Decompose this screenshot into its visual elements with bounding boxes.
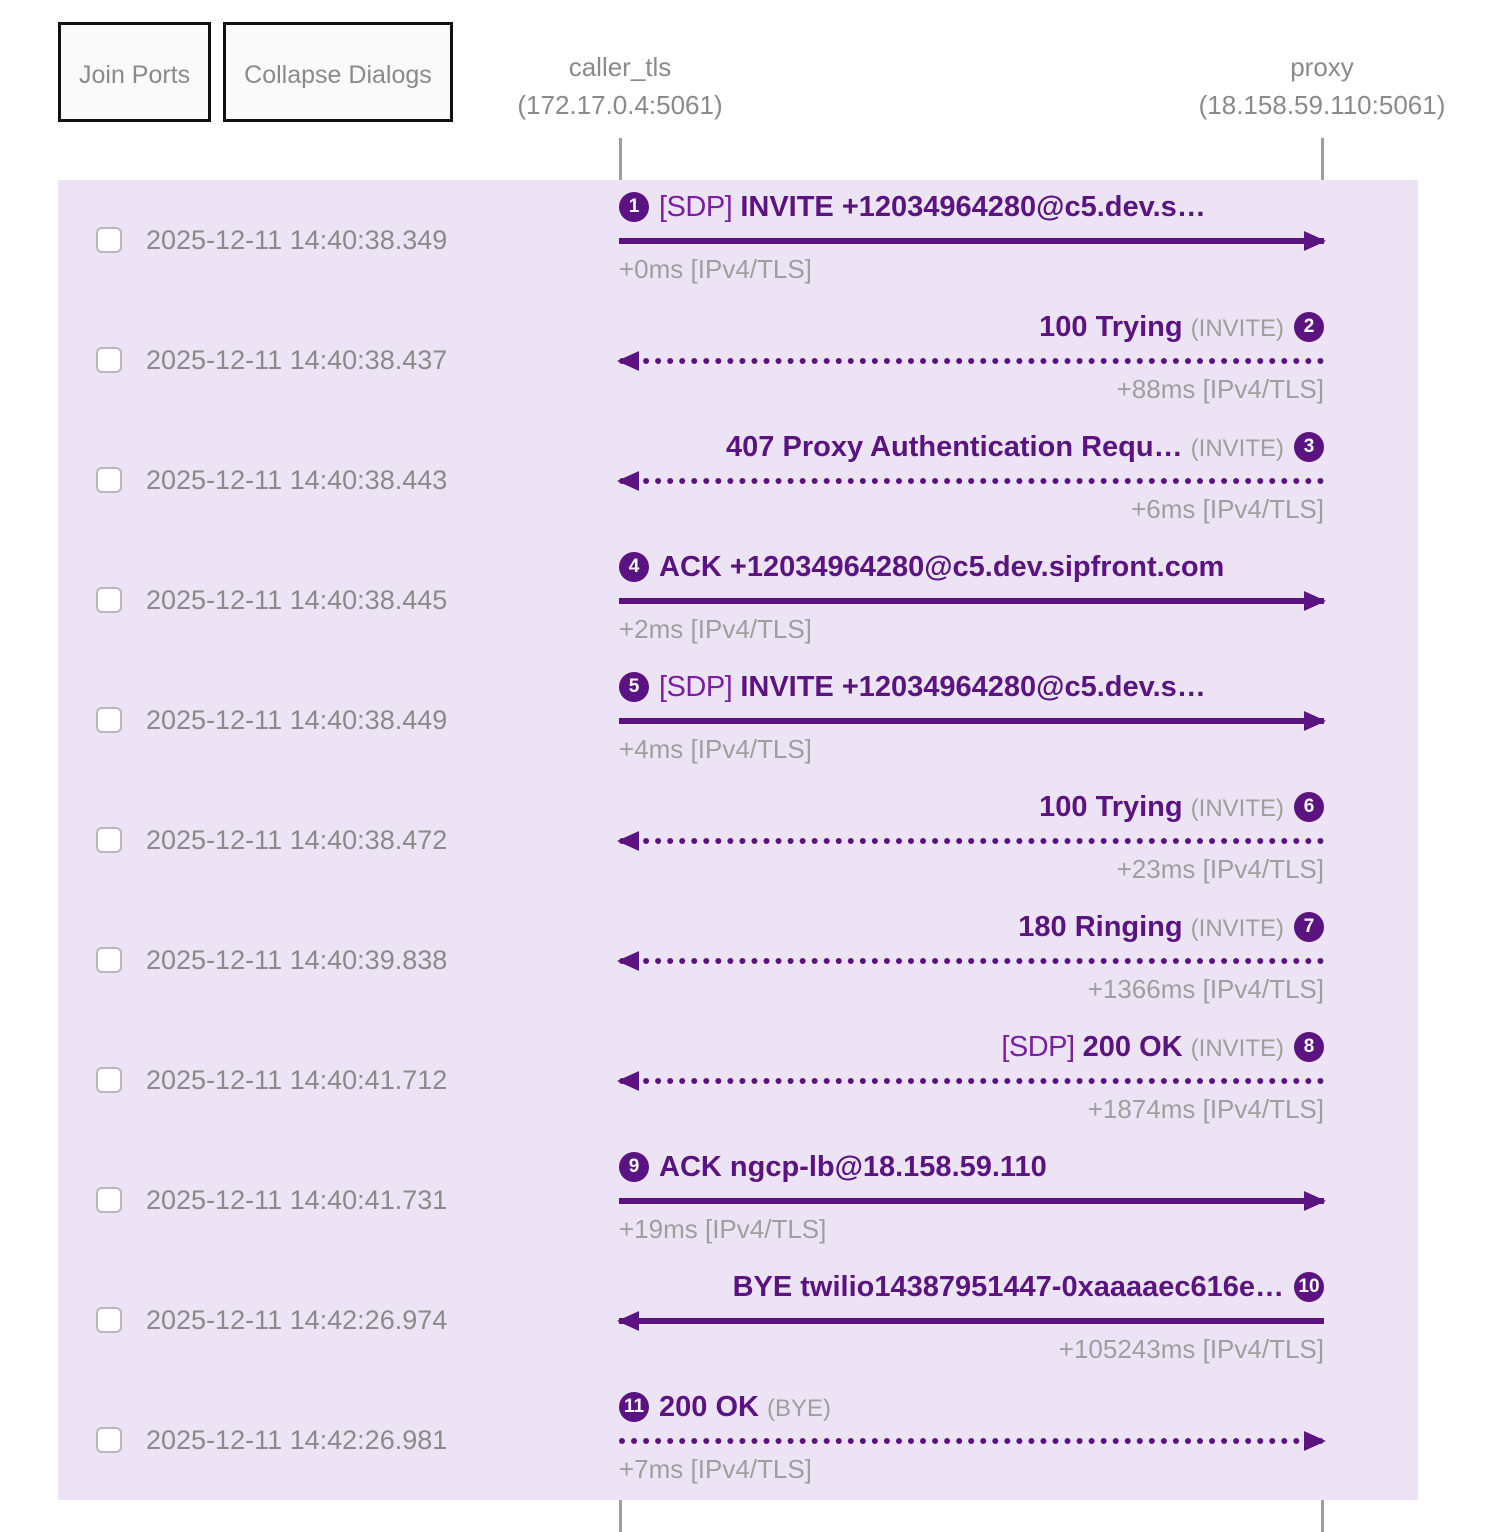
- message-arrow-area: [619, 900, 1324, 1020]
- message-label: [619, 1266, 1324, 1308]
- message-summary: ACK +12034964280@c5.dev.sipfront.com: [659, 550, 1225, 583]
- message-sequence-badge: 10: [1294, 1272, 1324, 1302]
- message-timestamp: 2025-12-11 14:42:26.981: [146, 1424, 448, 1455]
- message-summary: 200 OK: [659, 1390, 759, 1423]
- message-arrow-left: [619, 832, 1324, 850]
- message-method: (INVITE): [1190, 914, 1284, 942]
- message-arrow-head-icon: [617, 951, 639, 971]
- message-arrow-line: [619, 358, 1324, 364]
- message-arrow-line: [619, 1078, 1324, 1084]
- column-header-proxy: [1199, 48, 1446, 124]
- message-select-checkbox[interactable]: [96, 227, 122, 253]
- message-row[interactable]: [58, 780, 1418, 900]
- message-timing: +4ms [IPv4/TLS]: [619, 734, 812, 764]
- message-arrow-head-icon: [1304, 1431, 1326, 1451]
- message-timestamp: 2025-12-11 14:40:38.437: [146, 344, 448, 375]
- message-arrow-area: [619, 300, 1324, 420]
- message-timing: +0ms [IPv4/TLS]: [619, 254, 812, 284]
- message-select-checkbox[interactable]: [96, 587, 122, 613]
- message-text: [659, 551, 1224, 584]
- message-sdp-tag: [SDP]: [659, 670, 733, 703]
- message-text: [659, 1391, 831, 1424]
- message-select-checkbox[interactable]: [96, 707, 122, 733]
- message-sequence-badge: 11: [619, 1392, 649, 1422]
- message-arrow-line: [619, 598, 1324, 604]
- message-text: [659, 191, 1206, 224]
- message-label: [619, 1386, 1324, 1428]
- message-arrow-line: [619, 478, 1324, 484]
- message-timing: +1874ms [IPv4/TLS]: [1087, 1094, 1324, 1124]
- message-arrow-area: [619, 420, 1324, 540]
- message-arrow-left: [619, 952, 1324, 970]
- message-arrow-area: [619, 540, 1324, 660]
- message-sequence-badge: 8: [1294, 1032, 1324, 1062]
- message-select-checkbox[interactable]: [96, 1427, 122, 1453]
- message-text: [1039, 791, 1284, 824]
- message-arrow-right: [619, 1432, 1324, 1450]
- message-text: [659, 1151, 1047, 1184]
- column-header-proxy-address: (18.158.59.110:5061): [1198, 90, 1446, 120]
- message-text: [733, 1271, 1284, 1304]
- message-arrow-area: [619, 1260, 1324, 1380]
- message-select-checkbox[interactable]: [96, 947, 122, 973]
- message-row-meta: [58, 1260, 619, 1380]
- message-row-meta: [58, 1020, 619, 1140]
- message-sequence-badge: 5: [619, 672, 649, 702]
- message-method: (INVITE): [1190, 1034, 1284, 1062]
- message-sequence-badge: 3: [1294, 432, 1324, 462]
- message-arrow-head-icon: [617, 831, 639, 851]
- join-ports-button[interactable]: Join Ports: [58, 22, 211, 122]
- message-arrow-area: [619, 1140, 1324, 1260]
- message-row[interactable]: [58, 540, 1418, 660]
- message-row-meta: [58, 540, 619, 660]
- toolbar: [58, 22, 453, 122]
- message-timestamp: 2025-12-11 14:40:39.838: [146, 944, 448, 975]
- message-arrow-head-icon: [617, 1311, 639, 1331]
- message-select-checkbox[interactable]: [96, 347, 122, 373]
- message-method: (INVITE): [1190, 434, 1284, 462]
- message-row-meta: [58, 300, 619, 420]
- message-sdp-tag: [SDP]: [659, 190, 733, 223]
- message-label: [619, 426, 1324, 468]
- message-summary: 180 Ringing: [1018, 910, 1183, 943]
- message-summary: 100 Trying: [1039, 310, 1183, 343]
- message-arrow-head-icon: [1304, 711, 1326, 731]
- message-timestamp: 2025-12-11 14:40:41.712: [146, 1064, 448, 1095]
- message-arrow-area: [619, 180, 1324, 300]
- message-row[interactable]: [58, 420, 1418, 540]
- message-row-meta: [58, 420, 619, 540]
- message-arrow-head-icon: [1304, 231, 1326, 251]
- message-row[interactable]: [58, 1140, 1418, 1260]
- column-header-proxy-name: proxy: [1290, 52, 1354, 82]
- message-row-meta: [58, 660, 619, 780]
- message-summary: INVITE +12034964280@c5.dev.s…: [740, 190, 1206, 223]
- message-row[interactable]: [58, 1380, 1418, 1500]
- message-timing: +1366ms [IPv4/TLS]: [1087, 974, 1324, 1004]
- collapse-dialogs-button[interactable]: Collapse Dialogs: [223, 22, 453, 122]
- message-arrow-line: [619, 838, 1324, 844]
- message-arrow-left: [619, 1072, 1324, 1090]
- column-header-caller-address: (172.17.0.4:5061): [517, 90, 723, 120]
- message-timing: +6ms [IPv4/TLS]: [1131, 494, 1324, 524]
- message-arrow-line: [619, 958, 1324, 964]
- message-arrow-left: [619, 1312, 1324, 1330]
- message-arrow-area: [619, 1380, 1324, 1500]
- call-flow-panel: [58, 180, 1418, 1500]
- message-row-meta: [58, 180, 619, 300]
- message-method: (INVITE): [1190, 794, 1284, 822]
- message-arrow-right: [619, 712, 1324, 730]
- message-sequence-badge: 7: [1294, 912, 1324, 942]
- message-row[interactable]: [58, 900, 1418, 1020]
- message-sequence-badge: 2: [1294, 312, 1324, 342]
- message-arrow-right: [619, 232, 1324, 250]
- message-select-checkbox[interactable]: [96, 1187, 122, 1213]
- message-timestamp: 2025-12-11 14:40:38.445: [146, 584, 448, 615]
- message-summary: 200 OK: [1082, 1030, 1183, 1063]
- message-arrow-head-icon: [617, 1071, 639, 1091]
- message-arrow-line: [619, 718, 1324, 724]
- message-label: [619, 546, 1324, 588]
- message-arrow-head-icon: [1304, 1191, 1326, 1211]
- message-timestamp: 2025-12-11 14:42:26.974: [146, 1304, 448, 1335]
- message-timing: +7ms [IPv4/TLS]: [619, 1454, 812, 1484]
- message-method: (INVITE): [1190, 314, 1284, 342]
- message-row[interactable]: [58, 1020, 1418, 1140]
- message-text: [1001, 1031, 1284, 1064]
- message-row-meta: [58, 900, 619, 1020]
- message-label: [619, 906, 1324, 948]
- message-method: (BYE): [767, 1394, 832, 1422]
- message-arrow-head-icon: [617, 351, 639, 371]
- message-timestamp: 2025-12-11 14:40:38.443: [146, 464, 448, 495]
- message-timestamp: 2025-12-11 14:40:38.349: [146, 224, 448, 255]
- message-timing: +19ms [IPv4/TLS]: [619, 1214, 827, 1244]
- message-timing: +105243ms [IPv4/TLS]: [1058, 1334, 1324, 1364]
- column-header-caller-name: caller_tls: [568, 52, 672, 82]
- message-sequence-badge: 1: [619, 192, 649, 222]
- message-summary: INVITE +12034964280@c5.dev.s…: [740, 670, 1206, 703]
- column-header-caller: [517, 48, 722, 124]
- message-summary: ACK ngcp-lb@18.158.59.110: [659, 1150, 1047, 1183]
- message-sdp-tag: [SDP]: [1001, 1030, 1075, 1063]
- message-text: [659, 671, 1206, 704]
- message-arrow-right: [619, 592, 1324, 610]
- message-arrow-line: [619, 1438, 1324, 1444]
- message-arrow-line: [619, 238, 1324, 244]
- message-summary: 100 Trying: [1039, 790, 1183, 823]
- message-row[interactable]: [58, 660, 1418, 780]
- message-row-meta: [58, 1140, 619, 1260]
- message-select-checkbox[interactable]: [96, 1067, 122, 1093]
- message-timestamp: 2025-12-11 14:40:38.449: [146, 704, 448, 735]
- message-arrow-line: [619, 1318, 1324, 1324]
- message-timing: +23ms [IPv4/TLS]: [1116, 854, 1324, 884]
- message-summary: BYE twilio14387951447-0xaaaaec616e…: [732, 1270, 1284, 1303]
- message-select-checkbox[interactable]: [96, 1307, 122, 1333]
- message-text: [1039, 311, 1284, 344]
- message-sequence-badge: 4: [619, 552, 649, 582]
- message-sequence-badge: 9: [619, 1152, 649, 1182]
- message-timestamp: 2025-12-11 14:40:41.731: [146, 1184, 448, 1215]
- message-select-checkbox[interactable]: [96, 827, 122, 853]
- message-timing: +88ms [IPv4/TLS]: [1116, 374, 1324, 404]
- message-label: [619, 1146, 1324, 1188]
- message-row[interactable]: [58, 1260, 1418, 1380]
- message-timestamp: 2025-12-11 14:40:38.472: [146, 824, 448, 855]
- message-row[interactable]: [58, 300, 1418, 420]
- message-row-meta: [58, 780, 619, 900]
- message-text: [726, 431, 1284, 464]
- message-arrow-area: [619, 1020, 1324, 1140]
- message-arrow-line: [619, 1198, 1324, 1204]
- message-arrow-area: [619, 660, 1324, 780]
- message-arrow-area: [619, 780, 1324, 900]
- message-text: [1018, 911, 1284, 944]
- message-label: [619, 1026, 1324, 1068]
- message-arrow-head-icon: [1304, 591, 1326, 611]
- message-label: [619, 666, 1324, 708]
- message-row[interactable]: [58, 180, 1418, 300]
- message-arrow-right: [619, 1192, 1324, 1210]
- message-summary: 407 Proxy Authentication Requ…: [726, 430, 1183, 463]
- message-label: [619, 786, 1324, 828]
- message-select-checkbox[interactable]: [96, 467, 122, 493]
- message-row-meta: [58, 1380, 619, 1500]
- message-arrow-left: [619, 352, 1324, 370]
- message-arrow-left: [619, 472, 1324, 490]
- message-label: [619, 186, 1324, 228]
- message-timing: +2ms [IPv4/TLS]: [619, 614, 812, 644]
- message-arrow-head-icon: [617, 471, 639, 491]
- message-label: [619, 306, 1324, 348]
- message-sequence-badge: 6: [1294, 792, 1324, 822]
